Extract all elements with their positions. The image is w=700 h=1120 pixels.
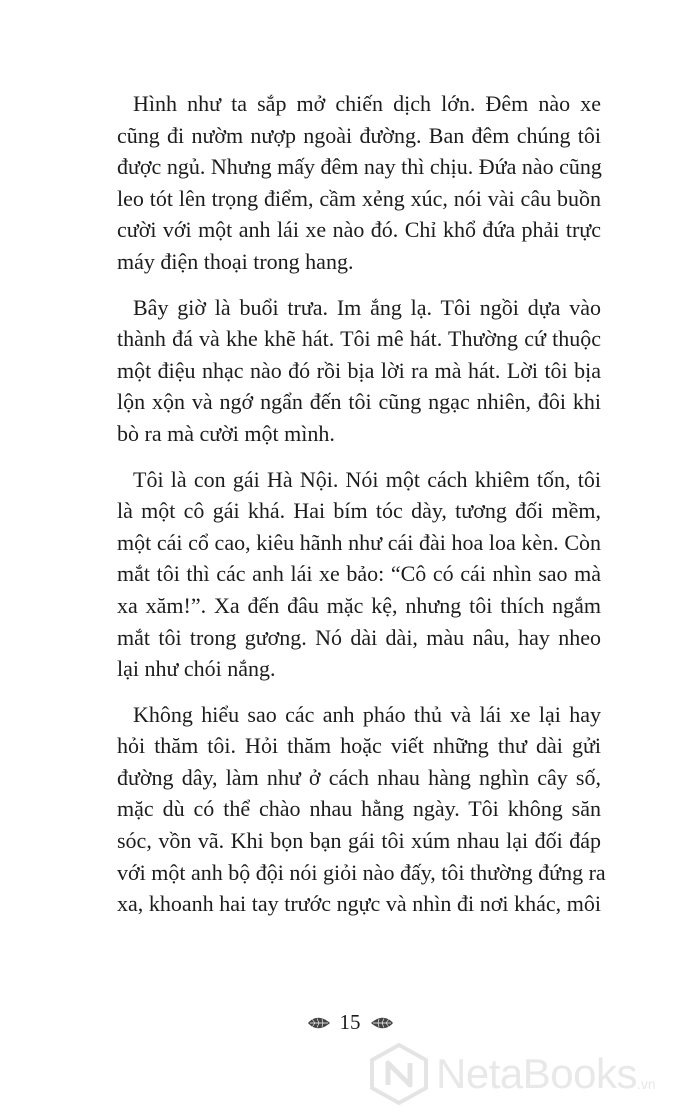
text-line: leo tót lên trọng điểm, cầm xẻng xúc, nói vài câu buồn (117, 185, 601, 211)
text-line: một điệu nhạc nào đó rồi bịa lời ra mà hát. Lời tôi bịa (117, 357, 601, 383)
page-number-group (306, 1010, 395, 1035)
page-footer (0, 1010, 700, 1037)
text-line: hỏi thăm tôi. Hỏi thăm hoặc viết những thư dài gửi (117, 733, 601, 759)
text-line: được ngủ. Nhưng mấy đêm nay thì chịu. Đứa nào cũng (117, 154, 602, 180)
text-line: bò ra mà cười một mình. (117, 420, 335, 446)
text-line: cũng đi nườm nượp ngoài đường. Ban đêm chúng tôi (117, 122, 601, 148)
book-page-text (117, 88, 606, 934)
text-line: xa, khoanh hai tay trước ngực và nhìn đi nơi khác, môi (117, 891, 601, 917)
text-line: với một anh bộ đội nói giỏi nào đấy, tôi thường đứng ra (117, 859, 606, 885)
text-line: máy điện thoại trong hang. (117, 248, 354, 274)
text-line: lộn xộn và ngớ ngẩn đến tôi cũng ngạc nhiên, đôi khi (117, 389, 601, 415)
text-line: mặc dù có thể chào nhau hằng ngày. Tôi không săn (117, 796, 601, 822)
text-line: cười với một anh lái xe nào đó. Chỉ khổ đứa phải trực (117, 217, 601, 243)
netabooks-logo-icon (366, 1041, 432, 1107)
leaf-ornament-icon (369, 1015, 395, 1031)
leaf-ornament-icon (306, 1015, 332, 1031)
text-line: Không hiểu sao các anh pháo thủ và lái xe lại hay (133, 701, 601, 727)
text-line: mắt tôi thì các anh lái xe bảo: “Cô có cái nhìn sao mà (117, 561, 601, 587)
text-line: Tôi là con gái Hà Nội. Nói một cách khiêm tốn, tôi (133, 466, 601, 492)
text-line: Hình như ta sắp mở chiến dịch lớn. Đêm nào xe (133, 91, 601, 116)
text-line: là một cô gái khá. Hai bím tóc dày, tương đối mềm, (117, 498, 601, 524)
text-line: một cái cổ cao, kiêu hãnh như cái đài hoa loa kèn. Còn (117, 529, 601, 555)
paragraph-1 (117, 88, 601, 278)
watermark-brand: NetaBooks (436, 1050, 637, 1097)
paragraph-4 (117, 699, 606, 920)
text-line: Bây giờ là buổi trưa. Im ắng lạ. Tôi ngồi dựa vào (133, 294, 601, 320)
text-line: sóc, vồn vã. Khi bọn bạn gái tôi xúm nhau lại đối đáp (117, 828, 601, 854)
text-line: lại như chói nắng. (117, 656, 276, 682)
text-line: thành đá và khe khẽ hát. Tôi mê hát. Thường cứ thuộc (117, 326, 601, 352)
watermark-suffix: .vn (636, 1076, 656, 1092)
paragraph-2 (117, 292, 601, 450)
text-line: xa xăm!”. Xa đến đâu mặc kệ, nhưng tôi thích ngắm (117, 592, 601, 618)
text-line: đường dây, làm như ở cách nhau hàng nghìn cây số, (117, 764, 601, 790)
paragraph-3 (117, 464, 601, 685)
netabooks-watermark (366, 1034, 696, 1114)
text-line: mắt tôi trong gương. Nó dài dài, màu nâu, hay nheo (117, 624, 601, 650)
page-number: 15 (339, 1010, 361, 1034)
